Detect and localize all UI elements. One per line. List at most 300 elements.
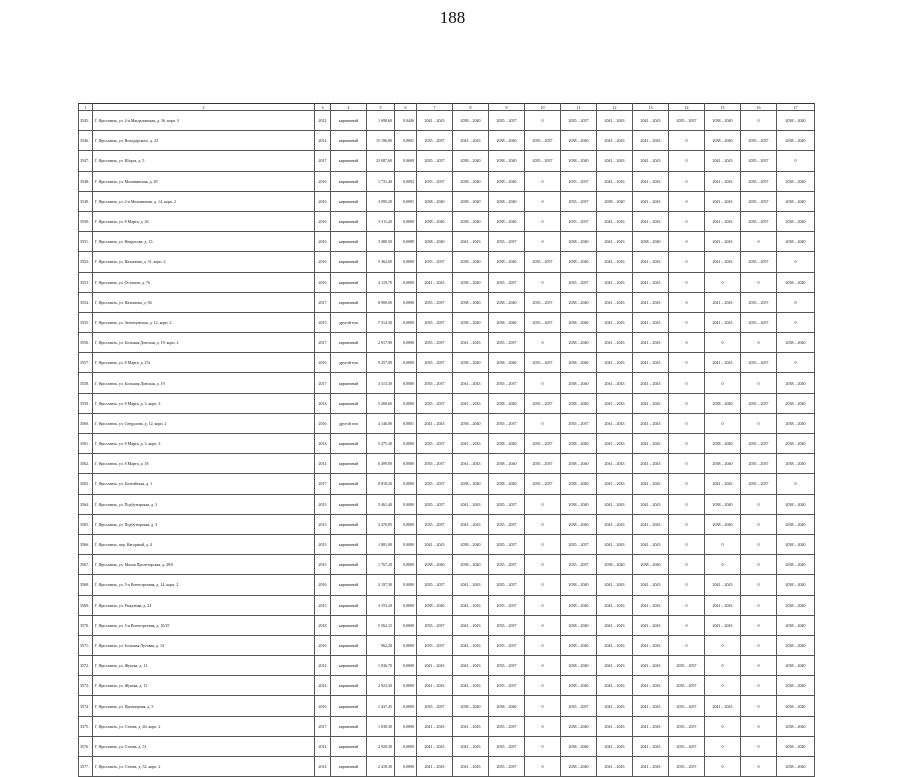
table-cell: 2041 – 2043 bbox=[453, 333, 489, 353]
table-cell: 2016 bbox=[315, 252, 331, 272]
table-cell: 2041 – 2043 bbox=[633, 696, 669, 716]
table-cell: 2041 – 2043 bbox=[597, 272, 633, 292]
table-cell: 2038 – 2040 bbox=[777, 676, 815, 696]
table-cell: 0 bbox=[525, 494, 561, 514]
table-cell: кирпичный bbox=[331, 211, 367, 231]
table-cell: 2038 – 2040 bbox=[453, 111, 489, 131]
table-cell: 2035 – 2037 bbox=[417, 333, 453, 353]
table-cell: 2041 – 2043 bbox=[633, 151, 669, 171]
address-cell: Г. Ярославль, ул. 5-я Военстроевая, д. 10/25 bbox=[93, 615, 315, 635]
column-header: 7 bbox=[417, 104, 453, 111]
table-cell: 2038 – 2040 bbox=[453, 353, 489, 373]
table-row bbox=[79, 292, 815, 312]
table-cell: 2035 – 2037 bbox=[489, 736, 525, 756]
table-cell: 2035 – 2037 bbox=[525, 292, 561, 312]
table-cell: 2041 – 2043 bbox=[633, 635, 669, 655]
address-cell: Г. Ярославль, ул. Жукова, д. 15 bbox=[93, 676, 315, 696]
table-cell: 2038 – 2040 bbox=[777, 272, 815, 292]
table-cell: 6 499,00 bbox=[367, 454, 395, 474]
table-cell: 2041 – 2043 bbox=[633, 757, 669, 777]
table-cell: 4 146,00 bbox=[367, 413, 395, 433]
table-cell: кирпичный bbox=[331, 656, 367, 676]
table-cell: 2038 – 2040 bbox=[453, 211, 489, 231]
address-cell: Г. Ярославль, ул. Большая Луговая, д. 14 bbox=[93, 635, 315, 655]
table-cell: 2017 bbox=[315, 373, 331, 393]
table-cell: 2041 – 2043 bbox=[705, 353, 741, 373]
row-number: 3550. bbox=[79, 211, 93, 231]
table-cell: 2038 – 2040 bbox=[777, 434, 815, 454]
table-cell: 0 bbox=[777, 353, 815, 373]
table-cell: 2038 – 2040 bbox=[489, 393, 525, 413]
table-cell: 2016 bbox=[315, 635, 331, 655]
column-header: 9 bbox=[489, 104, 525, 111]
column-header: 8 bbox=[453, 104, 489, 111]
table-cell: 0 bbox=[741, 736, 777, 756]
column-header: 5 bbox=[367, 104, 395, 111]
table-cell: 2041 – 2043 bbox=[633, 474, 669, 494]
table-cell: 3 313,30 bbox=[367, 373, 395, 393]
table-cell: 0 bbox=[669, 474, 705, 494]
table-row bbox=[79, 131, 815, 151]
table-cell: 2041 – 2043 bbox=[453, 757, 489, 777]
table-cell: 0,0000 bbox=[395, 696, 417, 716]
table-cell: 2035 – 2037 bbox=[525, 312, 561, 332]
page-number: 188 bbox=[439, 8, 466, 27]
table-cell: 962,20 bbox=[367, 635, 395, 655]
table-row bbox=[79, 615, 815, 635]
table-cell: кирпичный bbox=[331, 454, 367, 474]
column-header: 16 bbox=[741, 104, 777, 111]
table-cell: 0,0000 bbox=[395, 656, 417, 676]
table-cell: 0,0000 bbox=[395, 494, 417, 514]
address-cell: Г. Ярославль, ул. 5-я Военстроевая, д. 14, корп. 2 bbox=[93, 575, 315, 595]
table-cell: 2041 – 2043 bbox=[633, 454, 669, 474]
row-number: 3568. bbox=[79, 575, 93, 595]
table-cell: 2035 – 2037 bbox=[417, 312, 453, 332]
table-cell: 0 bbox=[525, 232, 561, 252]
table-row bbox=[79, 373, 815, 393]
table-cell: 0 bbox=[669, 211, 705, 231]
table-cell: 0 bbox=[525, 514, 561, 534]
table-cell: 2038 – 2040 bbox=[489, 211, 525, 231]
table-cell: 2035 – 2037 bbox=[741, 474, 777, 494]
address-cell: Г. Ярославль, ул. Стачек, д. 46, корп. 2 bbox=[93, 716, 315, 736]
table-cell: 2035 – 2037 bbox=[741, 292, 777, 312]
table-cell: 2041 – 2043 bbox=[597, 333, 633, 353]
row-number: 3569. bbox=[79, 595, 93, 615]
column-header: 3 bbox=[315, 104, 331, 111]
table-cell: 0,0000 bbox=[395, 716, 417, 736]
table-cell: 0,0000 bbox=[395, 272, 417, 292]
table-row bbox=[79, 252, 815, 272]
table-cell: 2035 – 2037 bbox=[741, 131, 777, 151]
table-row bbox=[79, 575, 815, 595]
table-cell: 2041 – 2043 bbox=[633, 514, 669, 534]
table-cell: 2035 – 2037 bbox=[525, 454, 561, 474]
table-cell: кирпичный bbox=[331, 232, 367, 252]
table-cell: 2035 – 2037 bbox=[669, 716, 705, 736]
table-cell: 2016 bbox=[315, 191, 331, 211]
table-cell: 2041 – 2043 bbox=[597, 736, 633, 756]
row-number: 3547. bbox=[79, 151, 93, 171]
table-cell: 2038 – 2040 bbox=[561, 353, 597, 373]
table-cell: 2016 bbox=[315, 353, 331, 373]
table-cell: 0 bbox=[705, 757, 741, 777]
column-header: 12 bbox=[597, 104, 633, 111]
table-cell: 2038 – 2040 bbox=[561, 575, 597, 595]
table-cell: кирпичный bbox=[331, 494, 367, 514]
address-cell: Г. Ярославль, ул. 8 Марта, д. 27а bbox=[93, 353, 315, 373]
table-cell: 2038 – 2040 bbox=[777, 595, 815, 615]
table-cell: 2038 – 2040 bbox=[777, 757, 815, 777]
table-cell: 2014 bbox=[315, 131, 331, 151]
table-cell: 2 017,90 bbox=[367, 333, 395, 353]
table-cell: 2041 – 2043 bbox=[633, 676, 669, 696]
table-cell: 2041 – 2043 bbox=[453, 595, 489, 615]
address-cell: Г. Ярославль, ул. Стачек, д. 52, корп. 2 bbox=[93, 757, 315, 777]
table-cell: 2038 – 2040 bbox=[777, 514, 815, 534]
table-cell: 2041 – 2043 bbox=[633, 393, 669, 413]
table-cell: 1 038,30 bbox=[367, 716, 395, 736]
table-cell: 2016 bbox=[315, 272, 331, 292]
row-number: 3556. bbox=[79, 333, 93, 353]
table-cell: 2038 – 2040 bbox=[777, 413, 815, 433]
table-cell: кирпичный bbox=[331, 171, 367, 191]
table-cell: 2015 bbox=[315, 312, 331, 332]
table-cell: 0 bbox=[741, 373, 777, 393]
table-cell: 2041 – 2043 bbox=[705, 252, 741, 272]
table-cell: 1 881,00 bbox=[367, 534, 395, 554]
table-cell: 0 bbox=[669, 534, 705, 554]
table-cell: 2038 – 2040 bbox=[453, 534, 489, 554]
table-cell: 0 bbox=[525, 373, 561, 393]
table-cell: 2041 – 2043 bbox=[597, 716, 633, 736]
table-cell: 0,0092 bbox=[395, 171, 417, 191]
row-number: 3548. bbox=[79, 171, 93, 191]
table-cell: 2041 – 2043 bbox=[417, 716, 453, 736]
table-cell: 2038 – 2040 bbox=[417, 555, 453, 575]
table-cell: 2035 – 2037 bbox=[489, 494, 525, 514]
table-cell: 0 bbox=[525, 413, 561, 433]
table-cell: 2038 – 2040 bbox=[453, 252, 489, 272]
table-cell: 8 818,20 bbox=[367, 474, 395, 494]
table-cell: 2038 – 2040 bbox=[453, 151, 489, 171]
address-cell: Г. Ярославль, ул. 2-я Мельничная, д. 14, корп. 2 bbox=[93, 191, 315, 211]
column-header: 1 bbox=[79, 104, 93, 111]
table-cell: 2035 – 2037 bbox=[525, 434, 561, 454]
table-cell: 2038 – 2040 bbox=[561, 716, 597, 736]
table-cell: 0 bbox=[741, 232, 777, 252]
table-cell: 2041 – 2043 bbox=[453, 131, 489, 151]
table-cell: 23 087,60 bbox=[367, 151, 395, 171]
table-cell: 0,0000 bbox=[395, 211, 417, 231]
table-cell: 2038 – 2040 bbox=[777, 736, 815, 756]
table-cell: 0,0000 bbox=[395, 252, 417, 272]
table-row bbox=[79, 191, 815, 211]
table-cell: 2041 – 2043 bbox=[417, 272, 453, 292]
address-cell: Г. Ярославль, пер. Нагорный, д. 4 bbox=[93, 534, 315, 554]
table-row bbox=[79, 595, 815, 615]
table-cell: 2038 – 2040 bbox=[777, 575, 815, 595]
table-cell: 2038 – 2040 bbox=[453, 474, 489, 494]
table-cell: 2035 – 2037 bbox=[417, 635, 453, 655]
table-row bbox=[79, 312, 815, 332]
table-cell: 2038 – 2040 bbox=[705, 111, 741, 131]
table-cell: 0 bbox=[669, 191, 705, 211]
table-cell: 2041 – 2043 bbox=[453, 393, 489, 413]
address-cell: Г. Ярославль, ул. Промзорная, д. 5 bbox=[93, 696, 315, 716]
table-cell: 2035 – 2037 bbox=[741, 353, 777, 373]
table-cell: 2035 – 2037 bbox=[417, 292, 453, 312]
table-cell: 0 bbox=[741, 534, 777, 554]
table-cell: 2038 – 2040 bbox=[417, 211, 453, 231]
table-cell: 0 bbox=[741, 716, 777, 736]
table-row bbox=[79, 211, 815, 231]
table-cell: 2041 – 2043 bbox=[705, 191, 741, 211]
table-cell: 2038 – 2040 bbox=[489, 434, 525, 454]
table-cell: 2038 – 2040 bbox=[489, 353, 525, 373]
table-cell: 0 bbox=[525, 696, 561, 716]
table-cell: 2035 – 2037 bbox=[561, 211, 597, 231]
table-row bbox=[79, 111, 815, 131]
table-cell: 0,0000 bbox=[395, 676, 417, 696]
table-cell: 2041 – 2043 bbox=[453, 575, 489, 595]
table-cell: 2038 – 2040 bbox=[453, 272, 489, 292]
table-cell: 2035 – 2037 bbox=[417, 373, 453, 393]
table-cell: 2038 – 2040 bbox=[453, 292, 489, 312]
table-cell: 0 bbox=[525, 575, 561, 595]
table-cell: кирпичный bbox=[331, 736, 367, 756]
table-cell: 5 362,00 bbox=[367, 252, 395, 272]
column-header: 15 bbox=[705, 104, 741, 111]
row-number: 3573. bbox=[79, 676, 93, 696]
address-cell: Г. Ярославль, ул. Свердлова, д. 12, корп. 2 bbox=[93, 413, 315, 433]
address-cell: Г. Ярославль, ул. Жукова, д. 13 bbox=[93, 656, 315, 676]
table-cell: 2041 – 2043 bbox=[705, 615, 741, 635]
table-cell: 2041 – 2043 bbox=[417, 534, 453, 554]
table-cell: 2038 – 2040 bbox=[417, 232, 453, 252]
row-number: 3559. bbox=[79, 393, 93, 413]
table-cell: 2035 – 2037 bbox=[525, 393, 561, 413]
table-cell: 0,0000 bbox=[395, 373, 417, 393]
table-cell: 0,0609 bbox=[395, 151, 417, 171]
table-cell: 2035 – 2037 bbox=[561, 696, 597, 716]
table-cell: 2038 – 2040 bbox=[777, 333, 815, 353]
table-cell: 2013 bbox=[315, 494, 331, 514]
table-cell: 2041 – 2043 bbox=[705, 171, 741, 191]
table-cell: 2041 – 2043 bbox=[597, 676, 633, 696]
table-cell: 2041 – 2043 bbox=[597, 353, 633, 373]
table-cell: 0,0089 bbox=[395, 232, 417, 252]
table-cell: 2041 – 2043 bbox=[597, 211, 633, 231]
column-header: 14 bbox=[669, 104, 705, 111]
table-cell: 2041 – 2043 bbox=[705, 575, 741, 595]
table-row bbox=[79, 534, 815, 554]
address-cell: Г. Ярославль, ул. 8 Марта, д. 3, корп. 3 bbox=[93, 393, 315, 413]
table-cell: 2041 – 2043 bbox=[453, 373, 489, 393]
table-cell: 2038 – 2040 bbox=[561, 252, 597, 272]
table-cell: 2041 – 2043 bbox=[705, 292, 741, 312]
table-cell: 2035 – 2037 bbox=[525, 131, 561, 151]
table-cell: 2035 – 2037 bbox=[561, 555, 597, 575]
row-number: 3575. bbox=[79, 716, 93, 736]
address-cell: Г. Ярославль, ул. Рыкунова, д. 24 bbox=[93, 595, 315, 615]
table-cell: 2041 – 2043 bbox=[597, 413, 633, 433]
table-cell: 2038 – 2040 bbox=[489, 312, 525, 332]
table-cell: 2038 – 2040 bbox=[633, 555, 669, 575]
row-number: 3571. bbox=[79, 635, 93, 655]
column-number-row bbox=[79, 104, 815, 111]
table-cell: 5 275,30 bbox=[367, 434, 395, 454]
row-number: 3560. bbox=[79, 413, 93, 433]
table-cell: 0,0000 bbox=[395, 534, 417, 554]
table-cell: 2038 – 2040 bbox=[453, 555, 489, 575]
table-cell: 0,0000 bbox=[395, 757, 417, 777]
table-cell: 15 196,80 bbox=[367, 131, 395, 151]
table-cell: 0 bbox=[741, 635, 777, 655]
row-number: 3572. bbox=[79, 656, 93, 676]
table-cell: 2038 – 2040 bbox=[597, 191, 633, 211]
table-cell: 0,0000 bbox=[395, 575, 417, 595]
buildings-table bbox=[78, 103, 815, 777]
address-cell: Г. Ярославль, ул. Балтийская, д. 1 bbox=[93, 474, 315, 494]
row-number: 3546. bbox=[79, 131, 93, 151]
table-cell: 2038 – 2040 bbox=[489, 292, 525, 312]
table-cell: 2041 – 2043 bbox=[633, 131, 669, 151]
table-cell: 2038 – 2040 bbox=[453, 171, 489, 191]
table-cell: 0 bbox=[705, 534, 741, 554]
table-body bbox=[79, 111, 815, 777]
table-cell: 0 bbox=[741, 494, 777, 514]
table-cell: 2038 – 2040 bbox=[561, 615, 597, 635]
table-cell: 2035 – 2037 bbox=[489, 575, 525, 595]
table-cell: 3 480,50 bbox=[367, 232, 395, 252]
table-row bbox=[79, 736, 815, 756]
table-cell: 2041 – 2043 bbox=[597, 373, 633, 393]
table-row bbox=[79, 474, 815, 494]
table-cell: 4 119,70 bbox=[367, 272, 395, 292]
address-cell: Г. Ярославль, ул. Подбутырская, д. 3 bbox=[93, 514, 315, 534]
address-cell: Г. Ярославль, ул. Большая Донская, д. 19, корп. 2 bbox=[93, 333, 315, 353]
table-cell: 2041 – 2043 bbox=[633, 191, 669, 211]
table-cell: 2035 – 2037 bbox=[417, 171, 453, 191]
table-cell: 2035 – 2037 bbox=[669, 696, 705, 716]
table-cell: 0 bbox=[705, 656, 741, 676]
table-cell: кирпичный bbox=[331, 111, 367, 131]
table-row bbox=[79, 393, 815, 413]
table-cell: 2014 bbox=[315, 736, 331, 756]
table-cell: 0 bbox=[525, 635, 561, 655]
table-row bbox=[79, 353, 815, 373]
table-cell: кирпичный bbox=[331, 272, 367, 292]
table-cell: 2041 – 2043 bbox=[597, 595, 633, 615]
table-cell: 2035 – 2037 bbox=[525, 353, 561, 373]
table-cell: 0 bbox=[525, 333, 561, 353]
table-cell: 2041 – 2043 bbox=[453, 656, 489, 676]
table-cell: 2015 bbox=[315, 555, 331, 575]
table-cell: 2038 – 2040 bbox=[777, 171, 815, 191]
table-cell: 2041 – 2043 bbox=[633, 494, 669, 514]
table-cell: 0,0000 bbox=[395, 615, 417, 635]
table-cell: 2041 – 2043 bbox=[597, 292, 633, 312]
table-cell: 2041 – 2043 bbox=[633, 615, 669, 635]
table-cell: 2041 – 2043 bbox=[633, 595, 669, 615]
table-cell: 0 bbox=[741, 514, 777, 534]
table-cell: 2041 – 2043 bbox=[633, 353, 669, 373]
table-cell: 0 bbox=[669, 151, 705, 171]
table-row bbox=[79, 635, 815, 655]
table-cell: 2038 – 2040 bbox=[489, 474, 525, 494]
table-cell: 2041 – 2043 bbox=[597, 534, 633, 554]
table-cell: 0,0000 bbox=[395, 635, 417, 655]
table-cell: 2016 bbox=[315, 575, 331, 595]
table-cell: 2041 – 2043 bbox=[705, 595, 741, 615]
table-cell: 2038 – 2040 bbox=[453, 413, 489, 433]
table-cell: 2035 – 2037 bbox=[561, 272, 597, 292]
address-cell: Г. Ярославль, ул. Подбутырская, д. 3 bbox=[93, 494, 315, 514]
table-cell: 0 bbox=[669, 413, 705, 433]
table-row bbox=[79, 514, 815, 534]
table-cell: 2038 – 2040 bbox=[705, 454, 741, 474]
table-cell: кирпичный bbox=[331, 696, 367, 716]
address-cell: Г. Ярославль, ул. 8 Марта, д. 3, корп. 3 bbox=[93, 434, 315, 454]
table-row bbox=[79, 454, 815, 474]
table-row bbox=[79, 151, 815, 171]
table-cell: 2041 – 2043 bbox=[597, 757, 633, 777]
table-cell: кирпичный bbox=[331, 615, 367, 635]
table-cell: 2038 – 2040 bbox=[777, 494, 815, 514]
table-cell: 2041 – 2043 bbox=[597, 171, 633, 191]
table-cell: 2041 – 2043 bbox=[597, 575, 633, 595]
row-number: 3577. bbox=[79, 757, 93, 777]
table-cell: 0 bbox=[777, 292, 815, 312]
table-cell: 2014 bbox=[315, 757, 331, 777]
table-cell: 0 bbox=[741, 111, 777, 131]
table-cell: 2035 – 2037 bbox=[489, 635, 525, 655]
table-cell: 0 bbox=[669, 575, 705, 595]
table-cell: кирпичный bbox=[331, 131, 367, 151]
table-cell: 2038 – 2040 bbox=[777, 131, 815, 151]
table-cell: 0 bbox=[525, 111, 561, 131]
table-cell: 2041 – 2043 bbox=[597, 312, 633, 332]
table-cell: 0 bbox=[525, 656, 561, 676]
table-cell: 2041 – 2043 bbox=[705, 474, 741, 494]
table-cell: 2035 – 2037 bbox=[417, 434, 453, 454]
table-cell: 3 193,20 bbox=[367, 595, 395, 615]
table-cell: 2035 – 2037 bbox=[417, 615, 453, 635]
table-cell: 2038 – 2040 bbox=[489, 454, 525, 474]
table-cell: 2041 – 2043 bbox=[633, 736, 669, 756]
table-row bbox=[79, 696, 815, 716]
table-cell: 5 562,15 bbox=[367, 615, 395, 635]
table-cell: 2013 bbox=[315, 514, 331, 534]
table-cell: 0 bbox=[525, 272, 561, 292]
table-cell: 0 bbox=[669, 595, 705, 615]
table-cell: 0 bbox=[705, 373, 741, 393]
table-cell: 2038 – 2040 bbox=[561, 736, 597, 756]
table-cell: 0 bbox=[525, 676, 561, 696]
table-cell: 0 bbox=[741, 676, 777, 696]
table-cell: 0,0000 bbox=[395, 474, 417, 494]
table-row bbox=[79, 494, 815, 514]
table-cell: 2038 – 2040 bbox=[561, 676, 597, 696]
table-cell: 5 268,60 bbox=[367, 393, 395, 413]
table-cell: 2038 – 2040 bbox=[417, 191, 453, 211]
table-cell: 0 bbox=[525, 615, 561, 635]
table-cell: кирпичный bbox=[331, 575, 367, 595]
table-cell: 2035 – 2037 bbox=[489, 111, 525, 131]
address-cell: Г. Ярославль, ул. Малая Пролетарская, д. 28/6 bbox=[93, 555, 315, 575]
